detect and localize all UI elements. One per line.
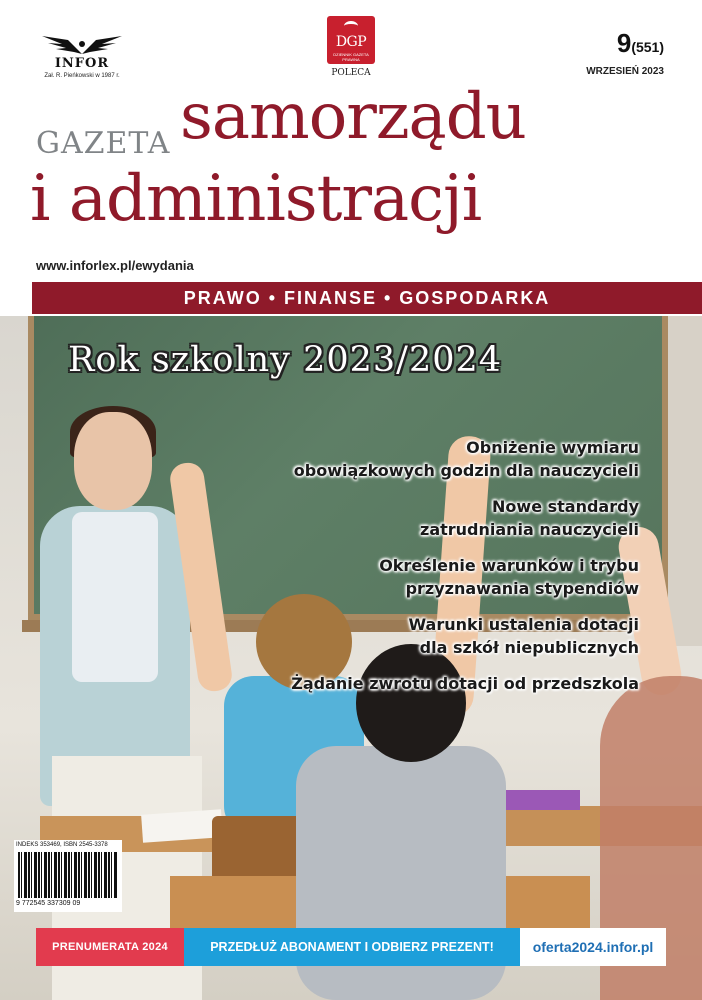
issue-date: WRZESIEŃ 2023 <box>586 66 664 77</box>
promo-text: PRZEDŁUŻ ABONAMENT I ODBIERZ PREZENT! <box>184 928 520 966</box>
topic-line: Określenie warunków i trybu <box>379 556 639 575</box>
subscription-label: PRENUMERATA 2024 <box>36 928 184 966</box>
topic-line: Nowe standardy <box>492 497 639 516</box>
dgp-logo <box>327 16 375 64</box>
cover-headline: Rok szkolny 2023/2024 <box>68 340 503 380</box>
topic-item <box>239 436 639 482</box>
topic-line: obowiązkowych godzin dla nauczycieli <box>293 461 639 480</box>
website-link[interactable]: www.inforlex.pl/ewydania <box>36 258 194 273</box>
wall-panel <box>668 316 702 646</box>
dgp-caption: POLECA <box>331 68 371 78</box>
paper-sheet <box>141 809 223 843</box>
dgp-emblem-icon <box>344 21 358 31</box>
topic-line: przyznawania stypendiów <box>405 579 639 598</box>
cover-topics <box>239 436 639 708</box>
topic-line: Żądanie zwrotu dotacji od przedszkola <box>291 674 639 693</box>
dgp-recommendation-badge <box>327 16 375 82</box>
dgp-logo-subtitle: DZIENNIK GAZETA PRAWNA <box>333 52 369 62</box>
offer-link[interactable]: oferta2024.infor.pl <box>520 928 666 966</box>
topic-line: Obniżenie wymiaru <box>466 438 639 457</box>
dgp-logo-text: DGP <box>335 34 367 50</box>
magazine-header <box>0 0 702 280</box>
publisher-name: INFOR <box>54 56 110 71</box>
pencil-case <box>500 790 580 810</box>
topic-item <box>239 613 639 659</box>
issue-number <box>617 28 664 59</box>
infor-logo <box>32 34 132 86</box>
barcode-bars <box>18 852 118 898</box>
topic-line: dla szkół niepublicznych <box>419 638 639 657</box>
teacher-shirt <box>72 512 158 682</box>
subscription-banner[interactable] <box>36 928 666 966</box>
barcode <box>14 840 122 912</box>
topic-item <box>239 672 639 695</box>
topic-line: Warunki ustalenia dotacji <box>408 615 639 634</box>
masthead-title-line2: i administracji <box>30 162 482 236</box>
topic-item <box>239 495 639 541</box>
tagline-bar: PRAWO • FINANSE • GOSPODARKA <box>32 282 702 314</box>
publisher-founder: Zał. R. Pieńkowski w 1987 r. <box>44 73 120 79</box>
topic-line: zatrudniania nauczycieli <box>420 520 639 539</box>
masthead-title-line1: samorządu <box>180 80 526 154</box>
infor-eagle-icon <box>38 34 126 56</box>
topic-item <box>239 554 639 600</box>
masthead-prefix: GAZETA <box>36 126 171 161</box>
barcode-number: 9 772545 337309 09 <box>16 900 81 907</box>
barcode-index-text: INDEKS 353469, ISBN 2545-3378 <box>16 842 108 848</box>
issue-number-value: 9 <box>616 28 632 58</box>
teacher-face <box>74 412 152 510</box>
issue-total: (551) <box>631 39 664 55</box>
